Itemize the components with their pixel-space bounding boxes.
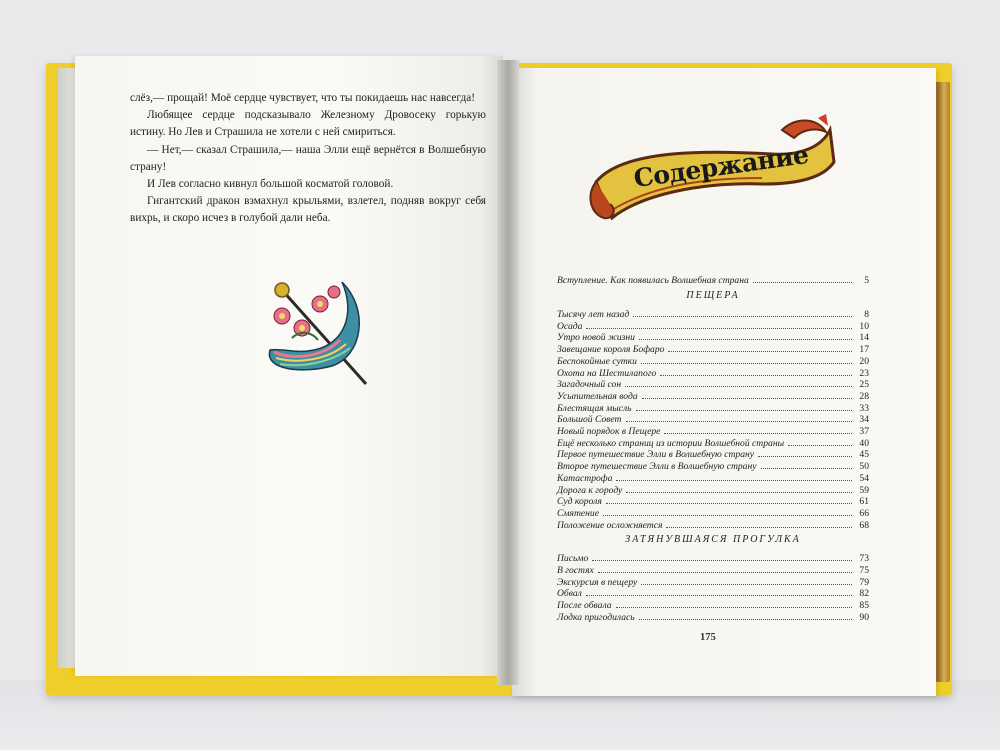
toc-entry-title: Обвал bbox=[557, 588, 582, 600]
toc-entry-title: Завещание короля Бофаро bbox=[557, 344, 665, 356]
toc-dot-leader bbox=[642, 398, 852, 399]
toc-entry-page: 50 bbox=[859, 461, 869, 473]
toc-entry-page: 90 bbox=[859, 611, 869, 623]
toc-entry bbox=[557, 587, 869, 599]
toc-entry bbox=[557, 402, 869, 414]
toc-entry-title: Новый порядок в Пещере bbox=[557, 426, 661, 437]
toc-entry-page: 54 bbox=[859, 472, 869, 484]
toc-entry bbox=[557, 367, 869, 379]
toc-entry-page: 20 bbox=[859, 355, 869, 367]
toc-entry bbox=[557, 495, 869, 507]
toc-dot-leader bbox=[761, 468, 853, 469]
toc-entry-title: Усыпительная вода bbox=[557, 390, 638, 402]
flower-ornament-image bbox=[262, 270, 372, 390]
toc-entry bbox=[557, 484, 869, 496]
toc-entry bbox=[557, 425, 869, 437]
toc-entry-title: Смятение bbox=[557, 507, 599, 519]
toc-entry bbox=[557, 448, 869, 460]
toc-entry-title: Второе путешествие Элли в Волшебную страну bbox=[557, 461, 757, 473]
toc-entry bbox=[557, 519, 869, 531]
toc-entry bbox=[557, 472, 869, 484]
toc-dot-leader bbox=[664, 433, 852, 434]
paragraph: Гигантский дракон взмахнул крыльями, взлетел, подняв вокруг себя вихрь, и скоро исчез в голубой дали неба. bbox=[130, 195, 486, 225]
toc-dot-leader bbox=[636, 410, 852, 411]
toc-dot-leader bbox=[666, 527, 852, 528]
toc-entry-title: Вступление. Как появилась Волшебная страна bbox=[557, 275, 749, 286]
toc-entry bbox=[557, 437, 869, 449]
toc-entry bbox=[557, 576, 869, 588]
toc-entry bbox=[557, 599, 869, 611]
toc-dot-leader bbox=[592, 560, 852, 561]
toc-entry-title: После обвала bbox=[557, 600, 612, 612]
paragraph: слёз,— прощай! Моё сердце чувствует, что ты покидаешь нас навсегда! bbox=[130, 92, 476, 104]
toc-entry-page: 14 bbox=[859, 332, 869, 344]
toc-dot-leader bbox=[660, 375, 852, 376]
toc-dot-leader bbox=[625, 386, 852, 387]
toc-dot-leader bbox=[633, 316, 852, 317]
toc-entry-title: Письмо bbox=[557, 553, 589, 565]
page-number: 175 bbox=[700, 632, 716, 643]
toc-section-heading: ПЕЩЕРА bbox=[686, 290, 740, 301]
toc-entry-page: 40 bbox=[859, 437, 869, 449]
toc-entry bbox=[557, 552, 869, 564]
paragraph: Любящее сердце подсказывало Железному Дровосеку горькую истину. Но Лев и Страшила не хотели с ней смириться. bbox=[130, 109, 486, 139]
toc-entry-page: 79 bbox=[859, 576, 869, 588]
book-spine-gutter bbox=[497, 60, 519, 685]
toc-entry bbox=[557, 378, 869, 390]
toc-entry-page: 82 bbox=[859, 588, 869, 600]
toc-dot-leader bbox=[639, 619, 852, 620]
toc-entry bbox=[557, 390, 869, 402]
left-page-text bbox=[130, 90, 486, 228]
toc-entry-page: 37 bbox=[859, 426, 869, 437]
toc-dot-leader bbox=[616, 607, 852, 608]
toc-entry-page: 75 bbox=[859, 565, 869, 576]
toc-entry-page: 5 bbox=[864, 275, 869, 286]
toc-entry bbox=[557, 343, 869, 355]
toc-entry-title: Осада bbox=[557, 320, 583, 332]
toc-entry-title: Утро новой жизни bbox=[557, 332, 635, 344]
toc-entry-title: Беспокойные сутки bbox=[557, 355, 637, 367]
toc-entry-title: Ещё несколько страниц из истории Волшебной страны bbox=[557, 437, 785, 449]
toc-entry bbox=[557, 331, 869, 343]
toc-dot-leader bbox=[641, 363, 852, 364]
toc-entry-title: Дорога к городу bbox=[557, 484, 623, 496]
toc-entry-title: Экскурсия в пещеру bbox=[557, 576, 638, 588]
toc-entry bbox=[557, 564, 869, 576]
toc-dot-leader bbox=[626, 421, 853, 422]
toc-dot-leader bbox=[668, 351, 852, 352]
toc-entry bbox=[557, 507, 869, 519]
toc-entry-page: 34 bbox=[859, 414, 869, 426]
toc-entry bbox=[557, 611, 869, 623]
contents-title: Содержание bbox=[631, 139, 811, 194]
toc-entry-page: 85 bbox=[859, 600, 869, 612]
toc-entry-page: 28 bbox=[859, 390, 869, 402]
toc-entry-page: 10 bbox=[859, 320, 869, 332]
toc-section-heading: ЗАТЯНУВШАЯСЯ ПРОГУЛКА bbox=[625, 534, 801, 546]
toc-dot-leader bbox=[603, 515, 852, 516]
toc-entry-title: Лодка пригодилась bbox=[557, 611, 635, 623]
toc-dot-leader bbox=[753, 282, 852, 283]
toc-entry bbox=[557, 413, 869, 425]
toc-dot-leader bbox=[639, 339, 852, 340]
toc-entry-title: Тысячу лет назад bbox=[557, 309, 630, 320]
toc-entry-title: Первое путешествие Элли в Волшебную страну bbox=[557, 449, 755, 461]
toc-entry-page: 61 bbox=[859, 496, 869, 508]
toc-dot-leader bbox=[626, 492, 852, 493]
toc-entry-title: Охота на Шестилапого bbox=[557, 367, 657, 379]
toc-entry bbox=[557, 274, 869, 286]
toc-entry-title: Катастрофа bbox=[557, 472, 613, 484]
toc-entry-page: 59 bbox=[859, 484, 869, 496]
toc-entry-page: 68 bbox=[859, 519, 869, 531]
toc-entry bbox=[557, 308, 869, 320]
paragraph: И Лев согласно кивнул большой косматой головой. bbox=[147, 178, 394, 191]
toc-dot-leader bbox=[616, 480, 852, 481]
toc-dot-leader bbox=[788, 445, 852, 446]
toc-entry-page: 33 bbox=[859, 402, 869, 414]
toc-entry-title: Блестящая мысль bbox=[557, 402, 632, 414]
toc-entry-title: В гостях bbox=[557, 565, 594, 576]
toc-entry bbox=[557, 320, 869, 332]
toc-dot-leader bbox=[641, 584, 852, 585]
toc-entry-title: Суд короля bbox=[557, 496, 602, 508]
toc-entry-page: 17 bbox=[859, 344, 869, 356]
toc-dot-leader bbox=[606, 503, 852, 504]
paragraph: — Нет,— сказал Страшила,— наша Элли ещё вернётся в Волшебную страну! bbox=[130, 143, 486, 173]
toc-entry-page: 23 bbox=[859, 367, 869, 379]
toc-dot-leader bbox=[586, 328, 852, 329]
toc-entry bbox=[557, 355, 869, 367]
toc-entry-page: 25 bbox=[859, 379, 869, 391]
toc-entry-page: 66 bbox=[859, 507, 869, 519]
toc-dot-leader bbox=[586, 595, 852, 596]
toc-entry-page: 8 bbox=[864, 309, 869, 320]
toc-entry-page: 73 bbox=[859, 553, 869, 565]
toc-entry bbox=[557, 460, 869, 472]
toc-entry-title: Загадочный сон bbox=[557, 379, 622, 391]
toc-entry-title: Большой Совет bbox=[557, 414, 622, 426]
toc-dot-leader bbox=[758, 456, 852, 457]
toc-entry-page: 45 bbox=[859, 449, 869, 461]
toc-entry-title: Положение осложняется bbox=[557, 519, 663, 531]
toc-dot-leader bbox=[598, 572, 852, 573]
